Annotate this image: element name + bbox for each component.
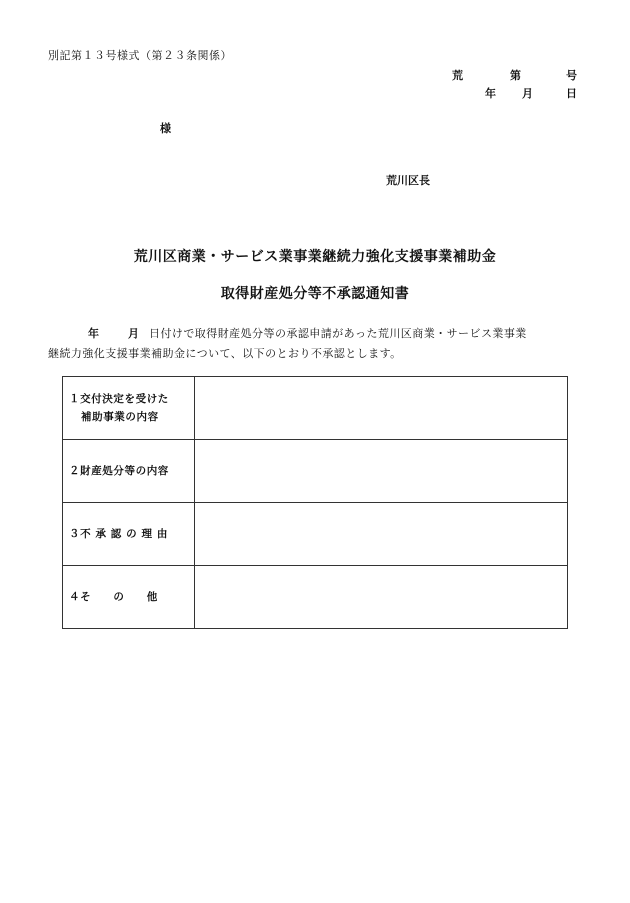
row-value-other[interactable] [195, 566, 568, 629]
title-line-2: 取得財産処分等不承認通知書 [220, 286, 410, 302]
body-paragraph-line-1 [48, 325, 583, 341]
form-reference: 別記第１３号様式（第２３条関係） [48, 49, 232, 62]
row-label-reason [63, 503, 195, 566]
table-row [63, 377, 568, 440]
body-date-year: 年 [88, 327, 100, 340]
doc-number-prefix: 荒 [452, 69, 463, 82]
row-value-reason[interactable] [195, 503, 568, 566]
row-label-grant-project [63, 377, 195, 440]
row-label-disposal [63, 440, 195, 503]
row-label-other [63, 566, 195, 629]
body-line-1-text: 日付けで取得財産処分等の承認申請があった荒川区商業・サービス業事業 [149, 327, 527, 340]
row-value-grant-project[interactable] [195, 377, 568, 440]
row-label-line: 補助事業の内容 [81, 411, 159, 423]
body-paragraph-line-2: 継続力強化支援事業補助金について、以下のとおり不承認とします。 [48, 347, 402, 360]
recipient-suffix: 様 [160, 122, 171, 135]
row-label-line: ４そ の 他 [69, 591, 158, 603]
issuer-name: 荒川区長 [386, 174, 430, 187]
doc-number-go: 号 [566, 69, 577, 82]
date-day-label: 日 [566, 87, 577, 100]
row-label-line: ２財産処分等の内容 [69, 465, 169, 477]
date-year-label: 年 [485, 87, 496, 100]
doc-number-dai: 第 [510, 69, 521, 82]
row-value-disposal[interactable] [195, 440, 568, 503]
body-date-month: 月 [128, 327, 140, 340]
table-row [63, 566, 568, 629]
notification-details-table [62, 376, 568, 629]
table-row [63, 503, 568, 566]
document-number-block [452, 67, 578, 100]
table-row [63, 440, 568, 503]
date-month-label: 月 [522, 87, 533, 100]
title-line-1: 荒川区商業・サービス業事業継続力強化支援事業補助金 [133, 249, 497, 265]
row-label-line: １交付決定を受けた [69, 393, 169, 405]
body-date-fields [48, 325, 149, 340]
row-label-line: ３不 承 認 の 理 由 [69, 528, 168, 540]
